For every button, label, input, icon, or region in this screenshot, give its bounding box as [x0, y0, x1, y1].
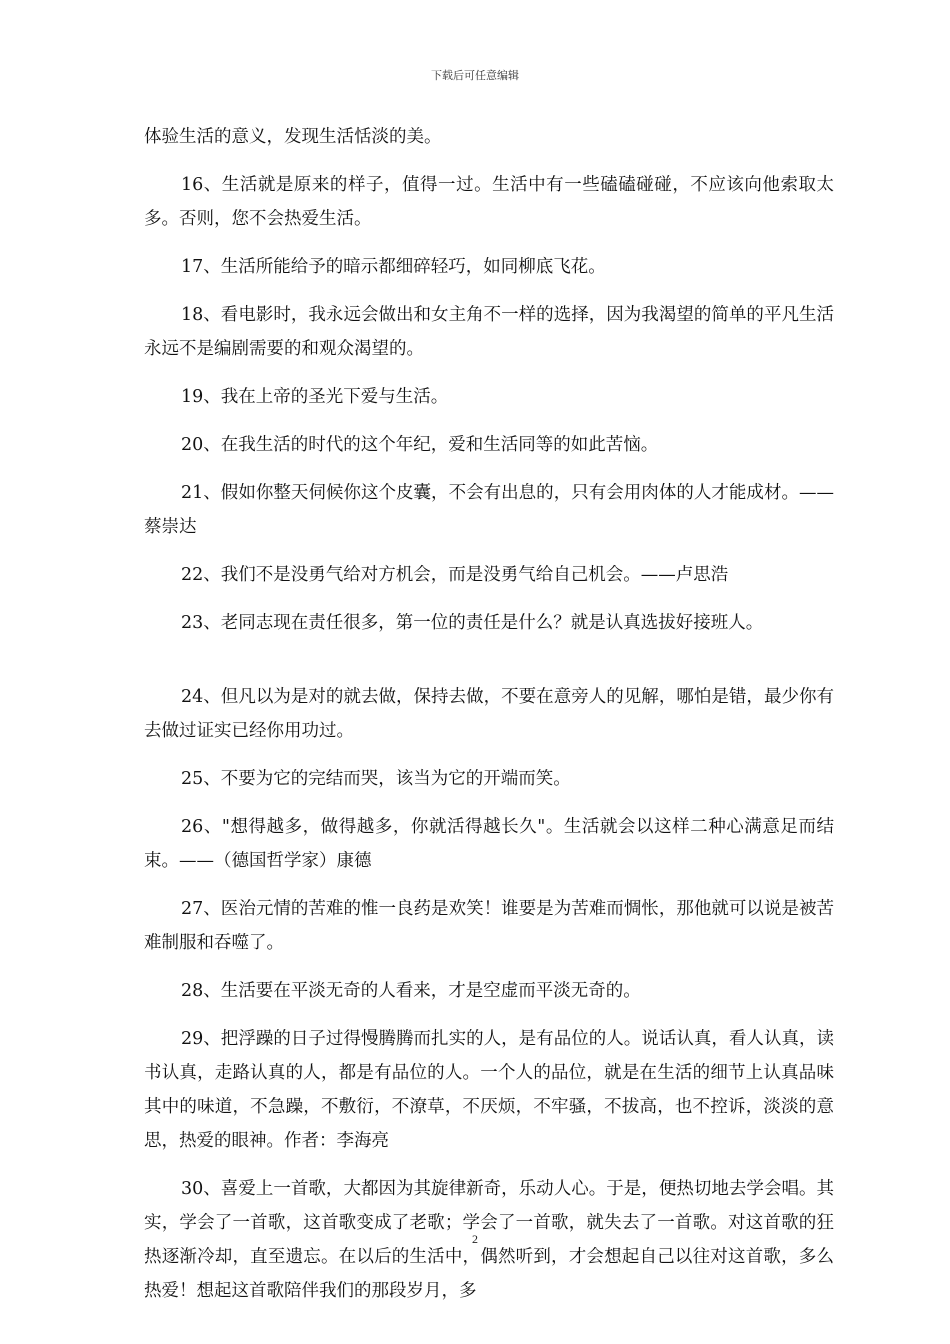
paragraph: 28、生活要在平淡无奇的人看来，才是空虚而平淡无奇的。	[181, 981, 641, 1001]
paragraph: 22、我们不是没勇气给对方机会，而是没勇气给自己机会。——卢思浩	[181, 565, 729, 585]
paragraph: 27、医治元情的苦难的惟一良药是欢笑！谁要是为苦难而惆怅，那他就可以说是被苦难制服和吞噬了。	[144, 899, 834, 953]
paragraph: 16、生活就是原来的样子，值得一过。生活中有一些磕磕碰碰，不应该向他索取太多。否则，您不会热爱生活。	[144, 175, 834, 229]
paragraph: 体验生活的意义，发现生活恬淡的美。	[144, 127, 442, 147]
paragraph: 26、"想得越多，做得越多，你就活得越长久"。生活就会以这样二种心满意足而结束。——（德国哲学家）康德	[144, 817, 834, 871]
paragraph: 17、生活所能给予的暗示都细碎轻巧，如同柳底飞花。	[181, 257, 606, 277]
paragraph: 24、但凡以为是对的就去做，保持去做，不要在意旁人的见解，哪怕是错，最少你有去做过证实已经你用功过。	[144, 687, 834, 741]
paragraph: 20、在我生活的时代的这个年纪，爱和生活同等的如此苦恼。	[181, 435, 659, 455]
document-body	[144, 120, 834, 1322]
paragraph: 19、我在上帝的圣光下爱与生活。	[181, 387, 449, 407]
blank-line	[144, 654, 834, 680]
paragraph: 29、把浮躁的日子过得慢腾腾而扎实的人，是有品位的人。说话认真，看人认真，读书认真，走路认真的人，都是有品位的人。一个人的品位，就是在生活的细节上认真品味其中的味道，不急躁，不敷衍，不潦草，不厌烦，不牢骚，不拔高，也不控诉，淡淡的意思，热爱的眼神。作者：李海亮	[144, 1029, 834, 1151]
paragraph: 25、不要为它的完结而哭，该当为它的开端而笑。	[181, 769, 571, 789]
paragraph: 21、假如你整天伺候你这个皮囊，不会有出息的，只有会用肉体的人才能成材。——蔡崇达	[144, 483, 834, 537]
page-header: 下载后可任意编辑	[431, 69, 519, 82]
paragraph: 18、看电影时，我永远会做出和女主角不一样的选择，因为我渴望的简单的平凡生活永远不是编剧需要的和观众渴望的。	[144, 305, 834, 359]
page-number: 2	[472, 1232, 478, 1246]
paragraph: 23、老同志现在责任很多，第一位的责任是什么？就是认真选拔好接班人。	[181, 613, 764, 633]
paragraph: 30、喜爱上一首歌，大都因为其旋律新奇，乐动人心。于是，便热切地去学会唱。其实，学会了一首歌，这首歌变成了老歌；学会了一首歌，就失去了一首歌。对这首歌的狂热逐渐冷却，直至遗忘。在以后的生活中，偶然听到，才会想起自己以往对这首歌，多么热爱！想起这首歌陪伴我们的那段岁月，多	[144, 1179, 834, 1301]
